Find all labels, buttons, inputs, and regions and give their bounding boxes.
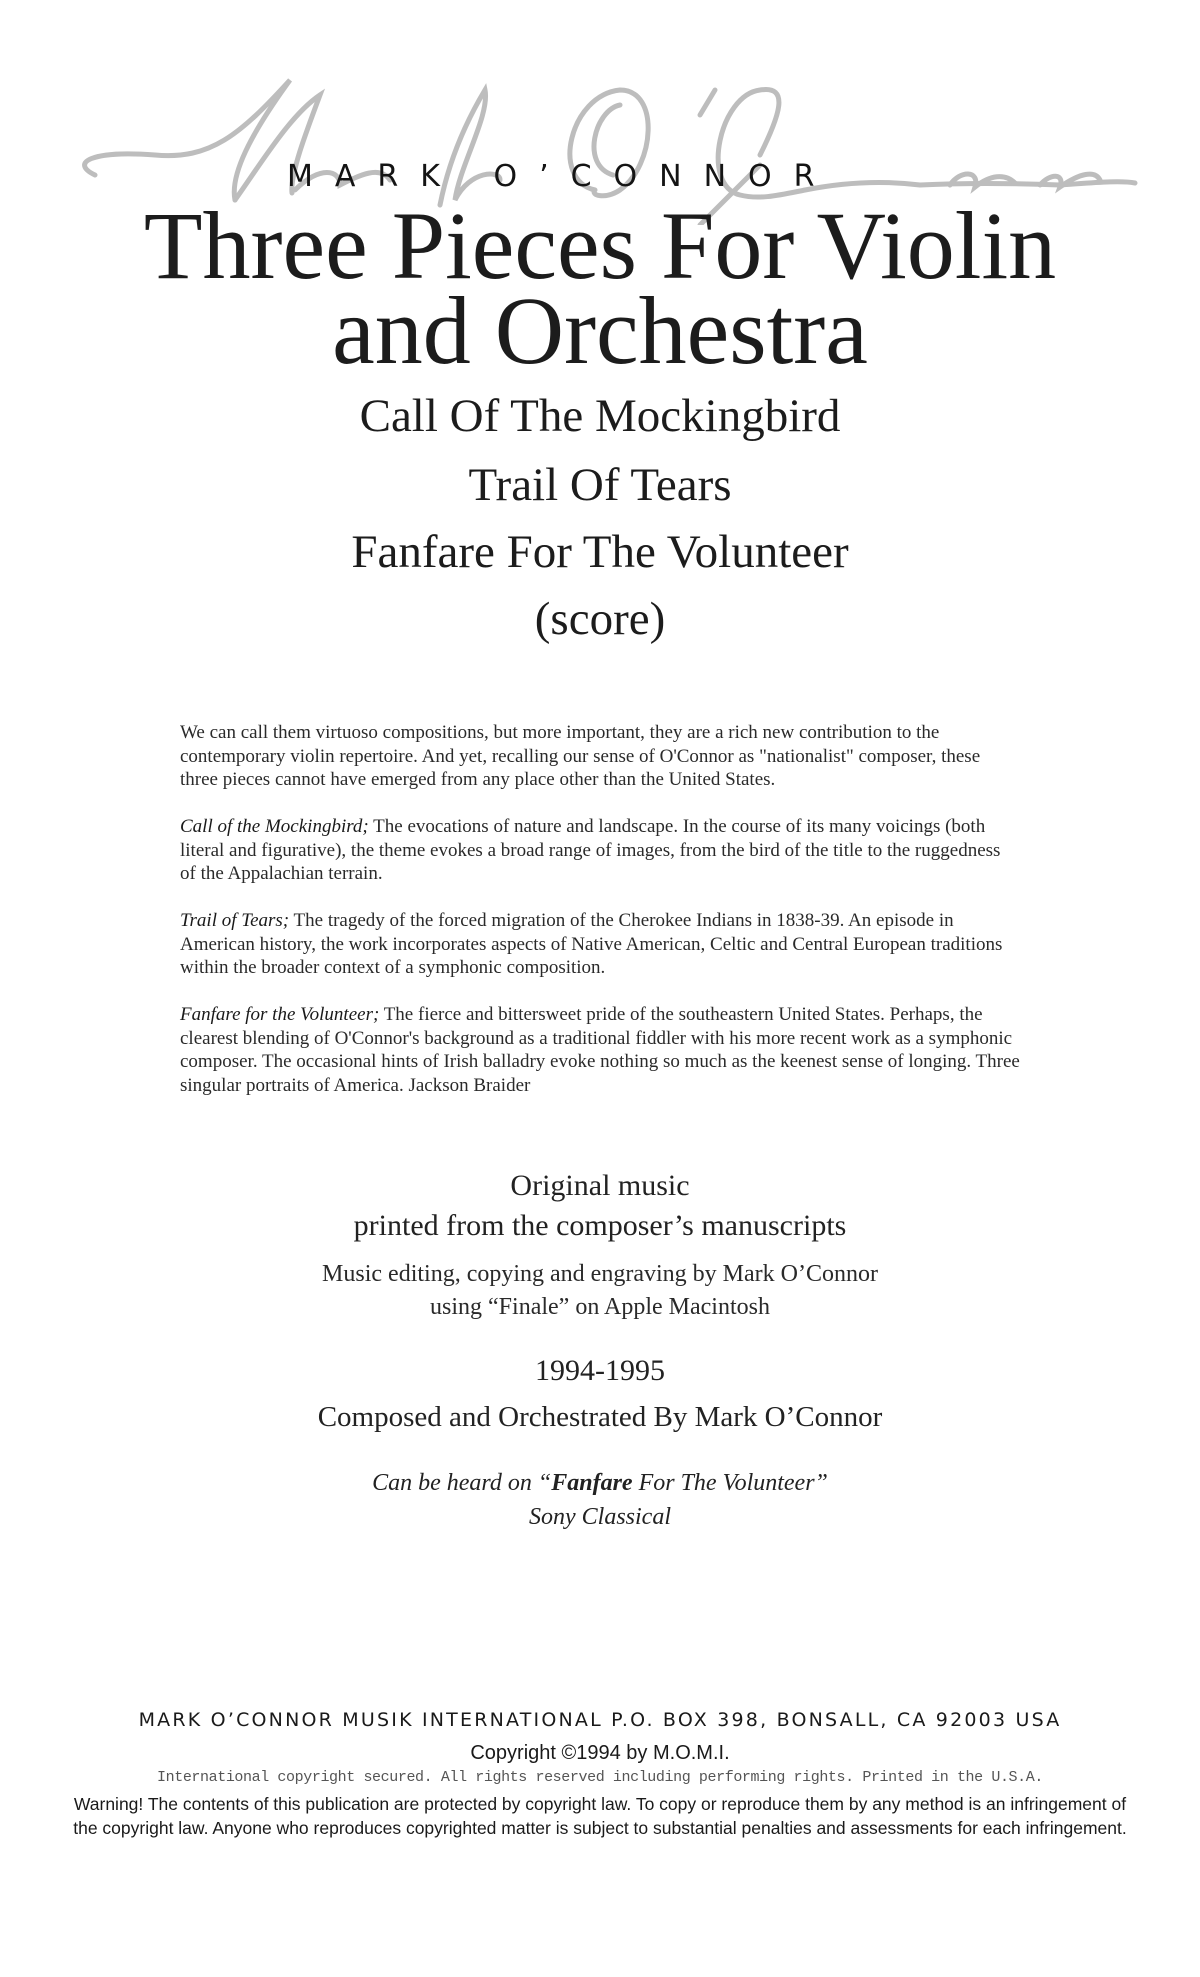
piece-title-1: Call Of The Mockingbird bbox=[359, 390, 841, 442]
piece-text-fanfare: The fierce and bittersweet pride of the southeastern United States. Perhaps, the clearest blending of O'Connor's background as a traditional fiddler with his more recent work as a symphonic composer. The occasional hints of Irish balladry evoke nothing so much as the keenest sense of longing. Three singular portraits of America. Jackson Braider bbox=[180, 1004, 1020, 1096]
copyright-notice: Copyright ©1994 by M.O.M.I. bbox=[470, 1742, 730, 1764]
piece-label-trail: Trail of Tears; bbox=[180, 910, 290, 931]
page-title-line-2: and Orchestra bbox=[332, 277, 868, 384]
description-paragraph-mockingbird bbox=[180, 815, 1020, 886]
intro-paragraph bbox=[180, 721, 1020, 792]
original-music-line: Original music bbox=[510, 1169, 690, 1202]
piece-label-fanfare: Fanfare for the Volunteer; bbox=[180, 1004, 380, 1025]
description-paragraph-trail bbox=[180, 909, 1020, 980]
piece-title-3: Fanfare For The Volunteer bbox=[351, 526, 849, 578]
recording-line bbox=[0, 1471, 1200, 1495]
recording-suffix: For The Volunteer” bbox=[632, 1470, 828, 1496]
publisher-address: MARK O’CONNOR MUSIK INTERNATIONAL P.O. BOX 398, BONSALL, CA 92003 USA bbox=[138, 1709, 1062, 1731]
intro-text: We can call them virtuoso compositions, but more important, they are a rich new contribution to the contemporary violin repertoire. And yet, recalling our sense of O'Connor as "nationalist" composer, these three pieces cannot have emerged from any place other than the United States. bbox=[180, 722, 981, 790]
piece-text-mockingbird: The evocations of nature and landscape. In the course of its many voicings (both literal and figurative), the theme evokes a broad range of images, from the bird of the title to the ruggedness of the Appalachian terrain. bbox=[180, 816, 1001, 884]
recording-title-bold: Fanfare bbox=[551, 1470, 633, 1496]
piece-text-trail: The tragedy of the forced migration of the Cherokee Indians in 1838-39. An episode in American history, the work incorporates aspects of Native American, Celtic and Central European traditions within the broader context of a symphonic composition. bbox=[180, 910, 1003, 978]
composed-by-line: Composed and Orchestrated By Mark O’Connor bbox=[317, 1401, 883, 1433]
piece-label-mockingbird: Call of the Mockingbird; bbox=[180, 816, 369, 837]
software-credit-line: using “Finale” on Apple Macintosh bbox=[430, 1294, 770, 1320]
composition-years: 1994-1995 bbox=[535, 1354, 665, 1387]
page-title-line-1: Three Pieces For Violin bbox=[143, 192, 1057, 299]
piece-title-2: Trail Of Tears bbox=[468, 459, 732, 511]
edition-label: (score) bbox=[534, 593, 666, 645]
record-label: Sony Classical bbox=[529, 1504, 671, 1530]
editing-credit-line: Music editing, copying and engraving by Mark O’Connor bbox=[322, 1261, 878, 1287]
recording-prefix: Can be heard on “ bbox=[372, 1470, 552, 1496]
brand-name: MARK O’CONNOR bbox=[287, 159, 837, 194]
international-rights-notice: International copyright secured. All rights reserved including performing rights. Printed in the U.S.A. bbox=[157, 1769, 1043, 1786]
manuscripts-line: printed from the composer’s manuscripts bbox=[353, 1209, 847, 1242]
copyright-warning: Warning! The contents of this publication are protected by copyright law. To copy or reproduce them by any method is an infringement of the copyright law. Anyone who reproduces copyrighted matter is subject to substantial penalties and assessments for each infringement. bbox=[73, 1794, 1127, 1838]
description-paragraph-fanfare bbox=[180, 1003, 1020, 1097]
